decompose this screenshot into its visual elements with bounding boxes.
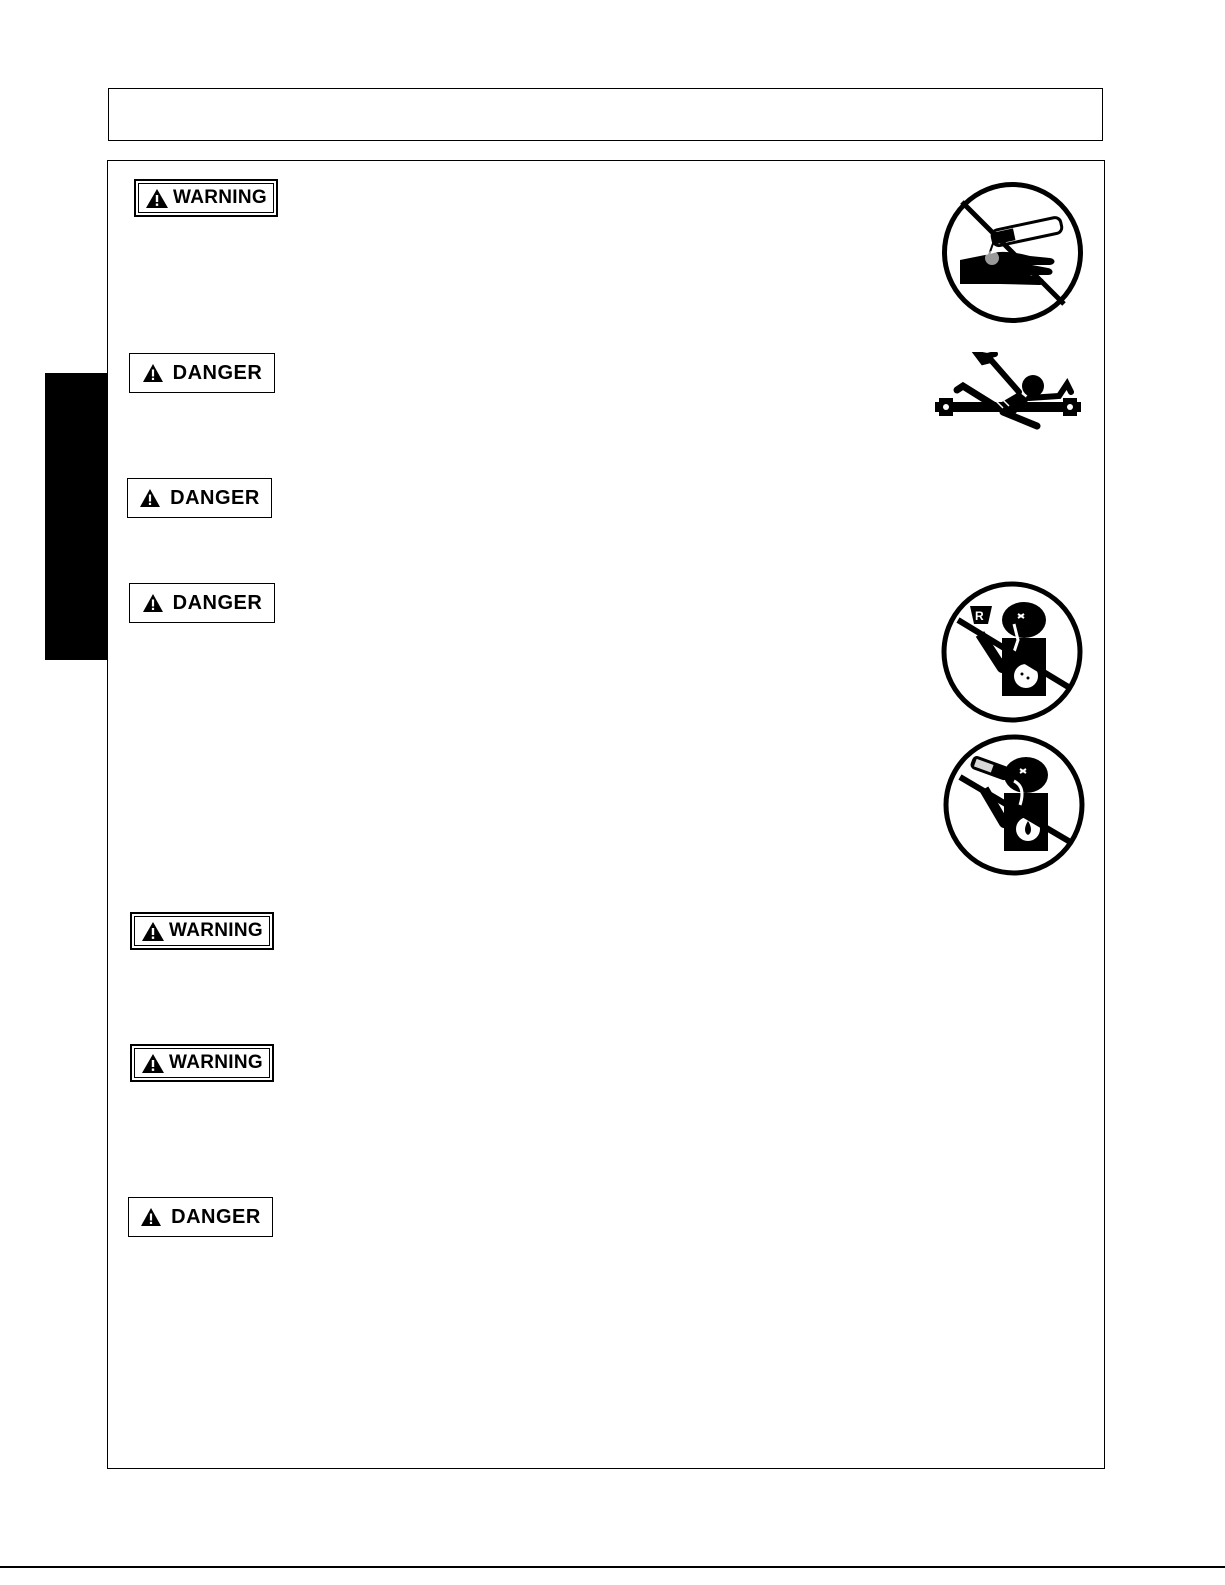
warning-triangle-icon bbox=[139, 488, 161, 508]
warning-label-text: WARNING bbox=[173, 187, 267, 208]
section-side-tab bbox=[45, 373, 108, 660]
warning-triangle-icon bbox=[142, 363, 164, 383]
warning-label-text: WARNING bbox=[169, 1052, 263, 1073]
warning-label bbox=[134, 179, 278, 217]
danger-label-text: DANGER bbox=[172, 591, 263, 614]
danger-label bbox=[129, 353, 275, 393]
person-entangled-driveline-icon bbox=[933, 352, 1083, 434]
danger-label bbox=[128, 1197, 273, 1237]
warning-triangle-icon bbox=[141, 921, 165, 942]
danger-label bbox=[127, 478, 272, 518]
danger-label-text: DANGER bbox=[171, 1205, 261, 1228]
warning-triangle-icon bbox=[145, 188, 169, 209]
danger-label-text: DANGER bbox=[170, 486, 260, 509]
warning-label bbox=[130, 912, 274, 950]
no-drinking-acid-icon bbox=[940, 580, 1084, 724]
warning-label-text: WARNING bbox=[169, 920, 263, 941]
page-header-box bbox=[108, 88, 1103, 141]
warning-triangle-icon bbox=[140, 1207, 162, 1227]
no-drinking-battery-acid-icon bbox=[942, 733, 1086, 877]
warning-label bbox=[130, 1044, 274, 1082]
warning-triangle-icon bbox=[142, 593, 164, 613]
warning-triangle-icon bbox=[141, 1053, 165, 1074]
svg-text:R: R bbox=[975, 609, 984, 623]
danger-label bbox=[129, 583, 275, 623]
footer-rule bbox=[0, 1566, 1225, 1568]
no-acid-on-hand-icon bbox=[940, 180, 1085, 325]
danger-label-text: DANGER bbox=[172, 361, 263, 384]
